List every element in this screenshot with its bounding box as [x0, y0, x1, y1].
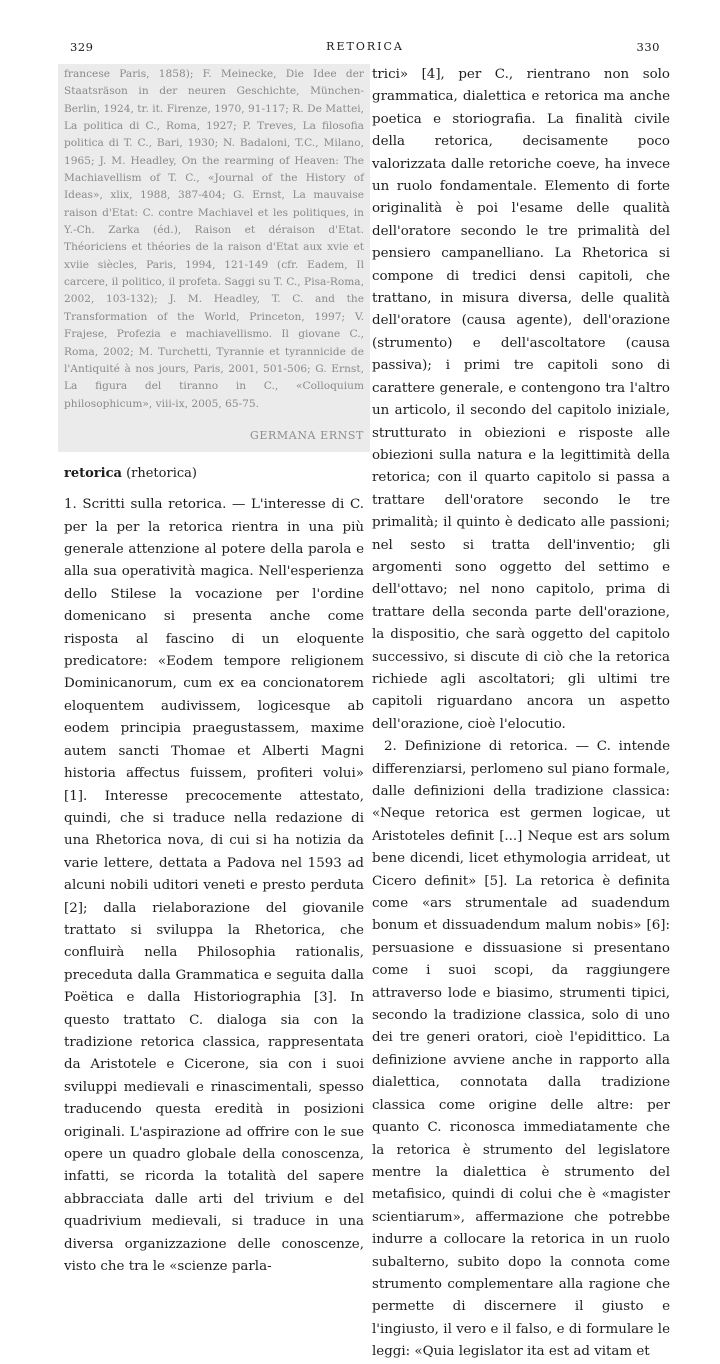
right-column [372, 64, 670, 1364]
entry-heading [64, 464, 364, 484]
paragraph-scritti: 1. Scritti sulla retorica. — L'interesse di C. per la per la retorica rientra in una più generale attenzione al potere della parola e alla sua operatività magica. Nell'esperienza dello Stilese la vocazione per l'ordine domenicano si presenta anche come risposta al fascino di un eloquente predicatore: «Eodem tempore religionem Dominicanorum, cum ex ea concionatorem eloquentem audivissem, logicesque ab eodem principia praegustassem, maxime autem sancti Thomae et Alberti Magni historia affectus fuissem, profiteri volui» [1]. Interesse precocemente attestato, quindi, che si traduce nella redazione di una Rhetorica nova, di cui si ha notizia da varie lettere, dettata a Padova nel 1593 ad alcuni nobili uditori veneti e presto perduta [2]; dalla rielaborazione del giovanile trattato si sviluppa la Rhetorica, che confluirà nella Philosophia rationalis, preceduta dalla Grammatica e seguita dalla Poëtica e dalla Historiographia [3]. In questo trattato C. dialoga sia con la tradizione retorica classica, rappresentata da Aristotele e Cicerone, sia con i suoi sviluppi medievali e rinascimentali, spesso traducendo questa eredità in posizioni originali. L'aspirazione ad offrire con le sue opere un quadro globale della conoscenza, infatti, se ricorda la totalità del sapere abbracciata dalle arti del trivium e del quadrivium medievali, si traduce in una diversa organizzazione delle conoscenze, visto che tra le «scienze parla- [64, 497, 364, 1275]
left-column [64, 64, 364, 1278]
running-header [70, 40, 660, 58]
bibliography-box [58, 64, 370, 452]
running-title: RETORICA [326, 40, 404, 53]
entry-latin: (rhetorica) [126, 466, 197, 482]
paragraph-definizione: 2. Definizione di retorica. — C. intende differenziarsi, perlomeno sul piano formale, dalle definizioni della tradizione classica: «Neque retorica est germen logicae, ut Aristoteles definit [...] Neque est ars solum bene dicendi, licet ethymologia arrideat, ut Cicero definit» [5]. La retorica è definita come «ars strumentale ad suadendum bonum et dissuadendum malum nobis» [6]: persuasione e dissuasione si presentano come i suoi scopi, da raggiungere attraverso lode e biasimo, strumenti tipici, secondo la tradizione classica, solo di uno dei tre generi oratori, cioè l'epidittico. La definizione avviene anche in rapporto alla dialettica, connotata dalla tradizione classica come origine delle altre: per quanto C. riconosca immediatamente che la retorica è strumento del legislatore mentre la dialettica è strumento del metafisico, quindi di colui che è «magister scientiarum», affermazione che potrebbe indurre a collocare la retorica in un ruolo subalterno, subito dopo la connota come strumento complementare alla ragione che permette di discernere il giusto e l'ingiusto, il vero e il falso, e di formulare le leggi: «Quia legislator ita est ad vitam et [372, 739, 670, 1360]
author-signature: GERMANA ERNST [250, 428, 364, 442]
page-number-right: 330 [636, 40, 660, 54]
bibliography-text: francese Paris, 1858); F. Meinecke, Die Idee der Staatsräson in der neuren Geschichte, München-Berlin, 1924, tr. it. Firenze, 1970, 91-117; R. De Mattei, La politica di C., Roma, 1927; P. Treves, La filosofia politica di T. C., Bari, 1930; N. Badaloni, T.C., Milano, 1965; J. M. Headley, On the rearming of Heaven: The Machiavellism of T. C., «Journal of the History of Ideas», xlix, 1988, 387-404; G. Ernst, La mauvaise raison d'Etat: C. contre Machiavel et les politiques, in Y.-Ch. Zarka (éd.), Raison et déraison d'Etat. Théoriciens et théories de la raison d'Etat aux xvie et xviie siècles, Paris, 1994, 121-149 (cfr. Eadem, Il carcere, il politico, il profeta. Saggi su T. C., Pisa-Roma, 2002, 103-132); J. M. Headley, T. C. and the Transformation of the World, Princeton, 1997; V. Frajese, Profezia e machiavellismo. Il giovane C., Roma, 2002; M. Turchetti, Tyrannie et tyrannicide de l'Antiquité à nos jours, Paris, 2001, 501-506; G. Ernst, La figura del tiranno in C., «Colloquium philosophicum», viii-ix, 2005, 65-75. [64, 68, 364, 410]
paragraph-continuation: trici» [4], per C., rientrano non solo grammatica, dialettica e retorica ma anche poetica e storiografia. La finalità civile della retorica, decisamente poco valorizzata dalle retoriche coeve, ha invece un ruolo fondamentale. Elemento di forte originalità è poi l'esame delle qualità dell'oratore secondo le tre primalità del pensiero campanelliano. La Rhetorica si compone di tredici densi capitoli, che trattano, in misura diversa, delle qualità dell'oratore (causa agente), dell'orazione (strumento) e dell'ascoltatore (causa passiva); i primi tre capitoli sono di carattere generale, e contengono tra l'altro un articolo, il secondo del capitolo iniziale, strutturato in obiezioni e risposte alle obiezioni sulla natura e la legittimità della retorica; con il quarto capitolo si passa a trattare dell'oratore secondo le tre primalità; il quinto è dedicato alle passioni; nel sesto si tratta dell'inventio; gli argomenti sono oggetto del settimo e dell'ottavo; nel nono capitolo, prima di trattare della seconda parte dell'orazione, la dispositio, che sarà oggetto del capitolo successivo, si discute di ciò che la retorica richiede agli ascoltatori; gli ultimi tre capitoli riguardano ancora un aspetto dell'orazione, cioè l'elocutio. [372, 67, 670, 732]
page-number-left: 329 [70, 40, 94, 54]
entry-term: retorica [64, 466, 122, 482]
